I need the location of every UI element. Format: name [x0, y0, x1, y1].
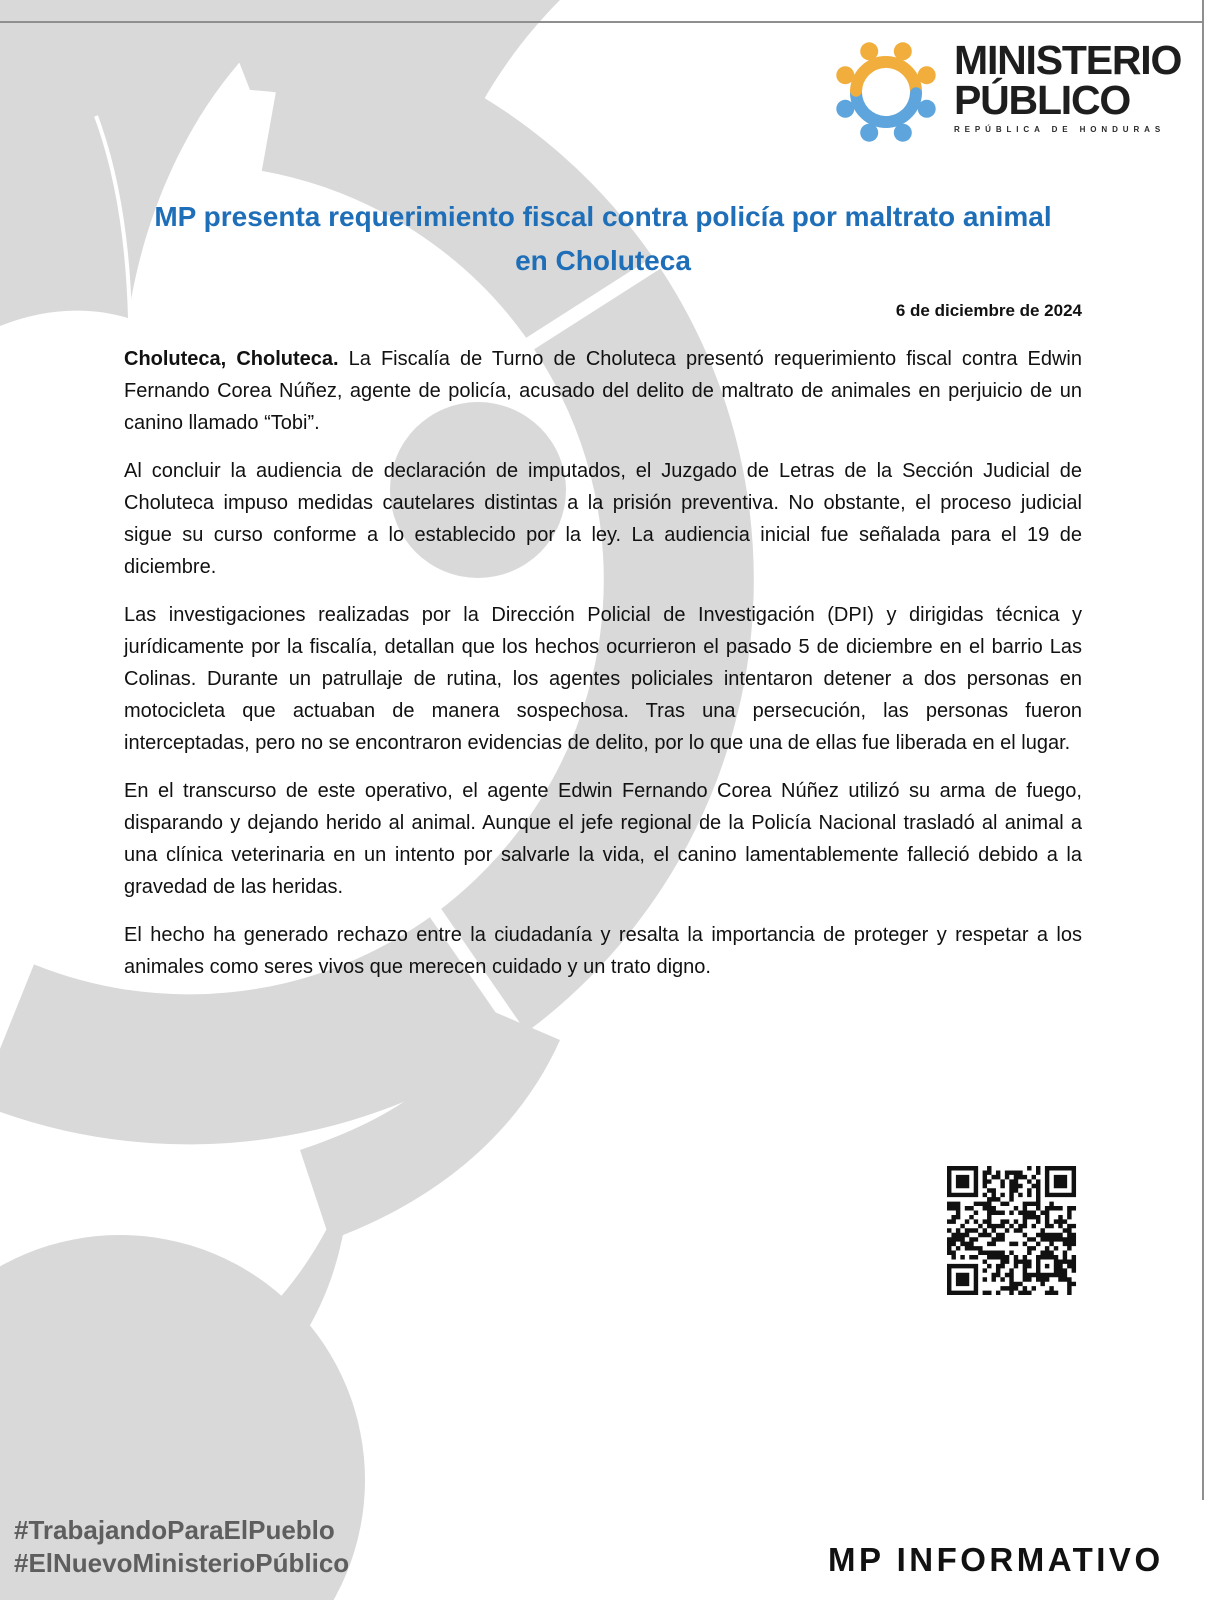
logo-head: [918, 100, 936, 118]
logo-head: [860, 124, 878, 142]
article-body: [124, 343, 1082, 999]
footer-hashtags: [14, 1514, 434, 1580]
qr-code: [946, 1165, 1077, 1296]
page-border-right: [1202, 0, 1204, 1500]
dateline: Choluteca, Choluteca.: [124, 348, 339, 370]
paragraph-1-text: La Fiscalía de Turno de Choluteca presentó requerimiento fiscal contra Edwin Fernando Corea Núñez, agente de policía, acusado del delito de maltrato de animales en perjuicio de un canino llamado “Tobi”.: [124, 348, 1083, 434]
logo-head: [918, 66, 936, 84]
people-circle-icon: [834, 36, 938, 148]
press-release-title: [124, 195, 1082, 283]
hashtag-nuevo-ministerio: #ElNuevoMinisterioPúblico: [14, 1548, 350, 1578]
paragraph-1: [124, 343, 1082, 439]
paragraph-5: El hecho ha generado rechazo entre la ciudadanía y resalta la importancia de proteger y respetar a los animales como seres vivos que merecen cuidado y un trato digno.: [124, 924, 1082, 978]
logo-head: [836, 100, 854, 118]
paragraph-2: Al concluir la audiencia de declaración de imputados, el Juzgado de Letras de la Sección Judicial de Choluteca impuso medidas cautelares distintas a la prisión preventiva. No obstante, el proceso judicial sigue su curso conforme a lo establecido por la ley. La audiencia inicial fue señalada para el 19 de diciembre.: [124, 460, 1082, 578]
logo-head: [860, 42, 878, 60]
logo-head: [894, 42, 912, 60]
logo-wordmark: [954, 37, 1186, 136]
logo-line-publico: PÚBLICO: [954, 77, 1131, 123]
footer-brand: MP INFORMATIVO: [828, 1541, 1164, 1578]
logo-head: [894, 124, 912, 142]
page-border-top: [0, 21, 1204, 23]
logo-head: [836, 66, 854, 84]
publication-date: 6 de diciembre de 2024: [895, 301, 1082, 320]
logo-tagline: REPÚBLICA DE HONDURAS: [954, 125, 1166, 134]
hashtag-trabajando: #TrabajandoParaElPueblo: [14, 1515, 335, 1545]
qr-modules: [947, 1166, 1076, 1295]
logo-line-ministerio: MINISTERIO: [954, 37, 1182, 83]
paragraph-4: En el transcurso de este operativo, el agente Edwin Fernando Corea Núñez utilizó su arma de fuego, disparando y dejando herido al animal. Aunque el jefe regional de la Policía Nacional trasladó al animal a una clínica veterinaria en un intento por salvarle la vida, el canino lamentablemente falleció debido a la gravedad de las heridas.: [124, 780, 1082, 898]
paragraph-3: Las investigaciones realizadas por la Dirección Policial de Investigación (DPI) y dirigidas técnica y jurídicamente por la fiscalía, detallan que los hechos ocurrieron el pasado 5 de diciembre en el barrio Las Colinas. Durante un patrullaje de rutina, los agentes policiales intentaron detener a dos personas en motocicleta que actuaban de manera sospechosa. Tras una persecución, las personas fueron interceptadas, pero no se encontraron evidencias de delito, por lo que una de ellas fue liberada en el lugar.: [124, 604, 1082, 754]
title-line-1: MP presenta requerimiento fiscal contra policía por maltrato animal: [154, 201, 1052, 232]
title-line-2: en Choluteca: [515, 245, 691, 276]
logo-body-arc: [856, 72, 864, 91]
ministerio-publico-logo: [832, 34, 1192, 152]
